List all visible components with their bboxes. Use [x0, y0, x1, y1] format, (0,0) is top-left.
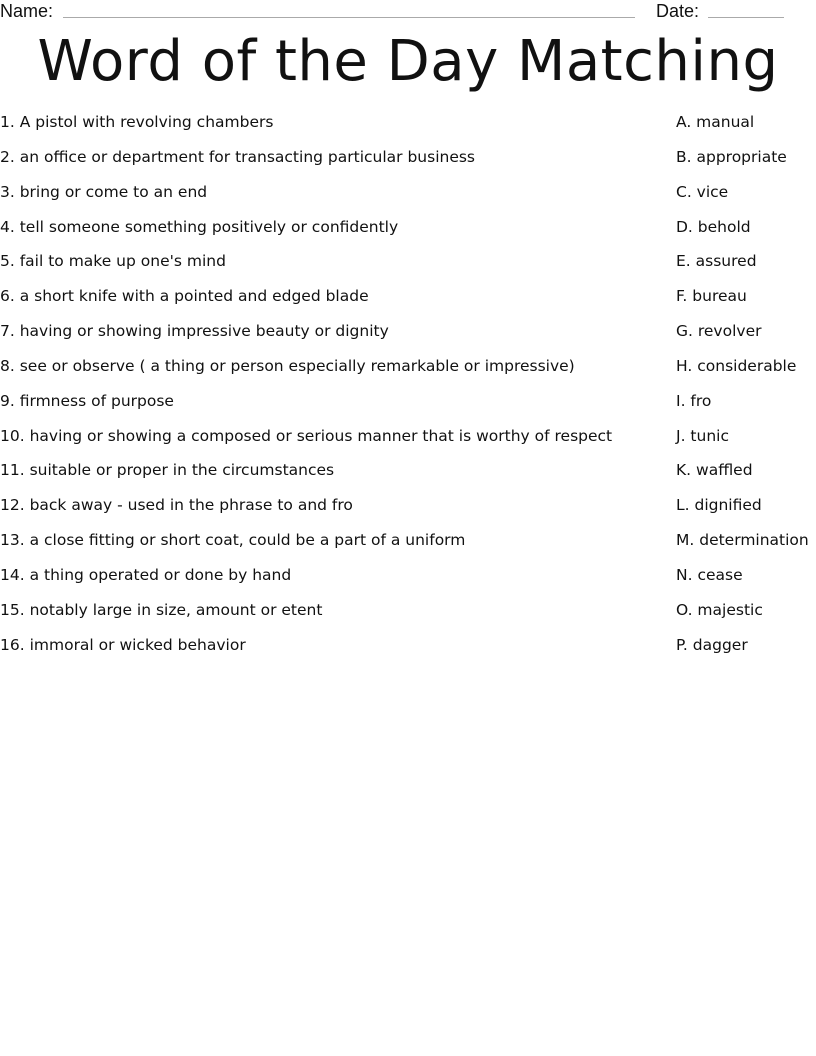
answer-list: [676, 112, 816, 670]
answer-item: B. appropriate: [676, 147, 787, 166]
answer-item: D. behold: [676, 217, 751, 236]
clue-item: 9. firmness of purpose: [0, 391, 174, 410]
answer-item: F. bureau: [676, 287, 747, 306]
worksheet-header: [0, 0, 816, 24]
answer-item: J. tunic: [676, 426, 729, 445]
clue-item: 8. see or observe ( a thing or person especially remarkable or impressive): [0, 356, 575, 375]
answer-item: M. determination: [676, 531, 809, 550]
clue-item: 12. back away - used in the phrase to and fro: [0, 496, 353, 515]
clue-item: 14. a thing operated or done by hand: [0, 565, 292, 584]
clue-item: 11. suitable or proper in the circumstances: [0, 461, 335, 480]
answer-item: A. manual: [676, 113, 755, 131]
date-label: Date:: [656, 1, 700, 21]
clue-item: 13. a close fitting or short coat, could be a part of a uniform: [0, 531, 466, 550]
clue-item: 10. having or showing a composed or serious manner that is worthy of respect: [0, 426, 613, 445]
clue-item: 7. having or showing impressive beauty or dignity: [0, 322, 389, 341]
name-blank-line: [63, 17, 635, 18]
answer-item: G. revolver: [676, 322, 762, 341]
date-blank-line: [708, 17, 784, 18]
clue-item: 1. A pistol with revolving chambers: [0, 113, 274, 131]
answer-item: C. vice: [676, 182, 729, 201]
name-label: Name:: [0, 1, 54, 21]
answer-item: P. dagger: [676, 635, 748, 654]
clue-item: 2. an office or department for transacting particular business: [0, 147, 476, 166]
clue-item: 15. notably large in size, amount or etent: [0, 600, 323, 619]
answer-item: H. considerable: [676, 356, 797, 375]
answer-item: E. assured: [676, 252, 757, 271]
clue-item: 16. immoral or wicked behavior: [0, 635, 246, 654]
clue-item: 6. a short knife with a pointed and edged blade: [0, 287, 369, 306]
clue-item: 4. tell someone something positively or confidently: [0, 217, 399, 236]
clue-item: 3. bring or come to an end: [0, 182, 208, 201]
answer-item: N. cease: [676, 565, 743, 584]
answer-item: O. majestic: [676, 600, 763, 619]
answer-item: L. dignified: [676, 496, 762, 515]
clue-list: [0, 112, 660, 670]
answer-item: K. waffled: [676, 461, 753, 480]
clue-item: 5. fail to make up one's mind: [0, 252, 226, 271]
page-title: Word of the Day Matching: [37, 29, 779, 94]
answer-item: I. fro: [676, 391, 712, 410]
